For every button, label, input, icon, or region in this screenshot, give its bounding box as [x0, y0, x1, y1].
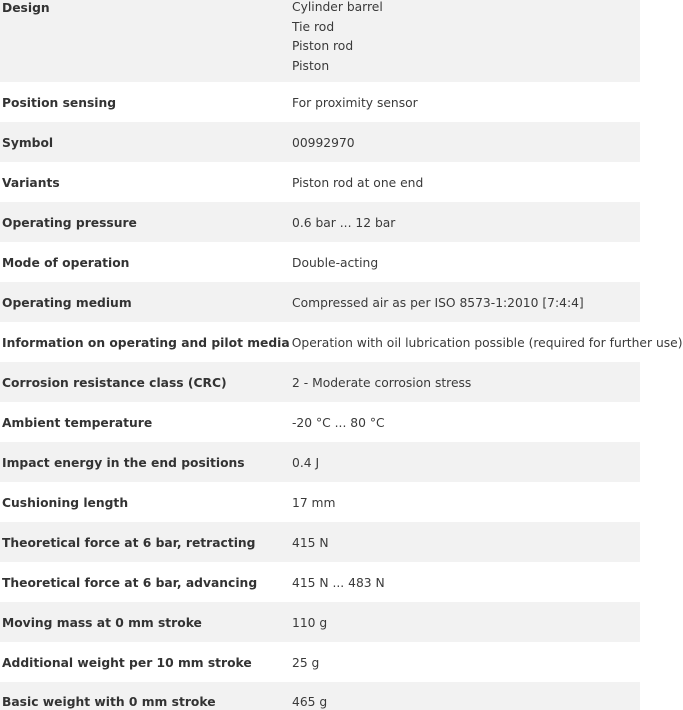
spec-label: Operating pressure	[2, 216, 137, 230]
spec-row-moving-mass	[0, 602, 640, 642]
spec-row-additional-weight	[0, 642, 640, 682]
spec-value: Piston rod at one end	[292, 176, 424, 190]
spec-value: 2 - Moderate corrosion stress	[292, 376, 472, 390]
spec-label: Cushioning length	[2, 496, 129, 510]
spec-label: Corrosion resistance class (CRC)	[2, 376, 227, 390]
spec-value: Compressed air as per ISO 8573-1:2010 [7:4:4]	[292, 296, 584, 310]
spec-value: 0.4 J	[292, 456, 320, 470]
spec-row-operating-pilot-media	[0, 322, 683, 362]
spec-label: Variants	[2, 176, 60, 190]
spec-label: Ambient temperature	[2, 416, 153, 430]
spec-value: 0.6 bar ... 12 bar	[292, 216, 396, 230]
spec-value: 25 g	[292, 656, 320, 670]
spec-value: For proximity sensor	[292, 96, 418, 110]
spec-row-operating-pressure	[0, 202, 640, 242]
spec-row-symbol	[0, 122, 640, 162]
spec-label: Theoretical force at 6 bar, retracting	[2, 536, 256, 550]
spec-row-operating-medium	[0, 282, 640, 322]
spec-row-position-sensing	[0, 82, 640, 122]
spec-value-line: Piston	[292, 58, 330, 73]
spec-value: 110 g	[292, 616, 328, 630]
spec-value: Operation with oil lubrication possible (required for further use)	[291, 336, 683, 350]
spec-label: Additional weight per 10 mm stroke	[2, 656, 252, 670]
spec-row-ambient-temperature	[0, 402, 640, 442]
spec-row-force-advancing	[0, 562, 640, 602]
spec-value-line: Tie rod	[292, 19, 335, 34]
spec-row-mode-of-operation	[0, 242, 640, 282]
spec-value: 415 N	[292, 536, 329, 550]
spec-value	[290, 0, 640, 76]
spec-label: Position sensing	[2, 96, 117, 110]
spec-row-basic-weight	[0, 682, 640, 710]
spec-label: Theoretical force at 6 bar, advancing	[2, 576, 258, 590]
spec-value: -20 °C ... 80 °C	[292, 416, 385, 430]
spec-label: Symbol	[2, 136, 54, 150]
spec-value-line: Cylinder barrel	[292, 0, 383, 14]
spec-label: Moving mass at 0 mm stroke	[2, 616, 202, 630]
spec-label: Mode of operation	[2, 256, 130, 270]
spec-row-variants	[0, 162, 640, 202]
spec-label: Design	[2, 1, 50, 15]
spec-row-impact-energy	[0, 442, 640, 482]
spec-row-design	[0, 0, 640, 82]
spec-label: Operating medium	[2, 296, 132, 310]
spec-value: 465 g	[292, 695, 328, 709]
spec-row-cushioning-length	[0, 482, 640, 522]
spec-value: 415 N ... 483 N	[292, 576, 385, 590]
spec-row-force-retracting	[0, 522, 640, 562]
spec-value: 00992970	[292, 136, 355, 150]
spec-label: Impact energy in the end positions	[2, 456, 245, 470]
spec-label: Basic weight with 0 mm stroke	[2, 695, 216, 709]
spec-value-line: Piston rod	[292, 39, 354, 53]
spec-value: Double-acting	[292, 256, 379, 270]
spec-label: Information on operating and pilot media	[2, 336, 290, 350]
spec-row-corrosion-resistance	[0, 362, 640, 402]
spec-value: 17 mm	[292, 496, 336, 510]
